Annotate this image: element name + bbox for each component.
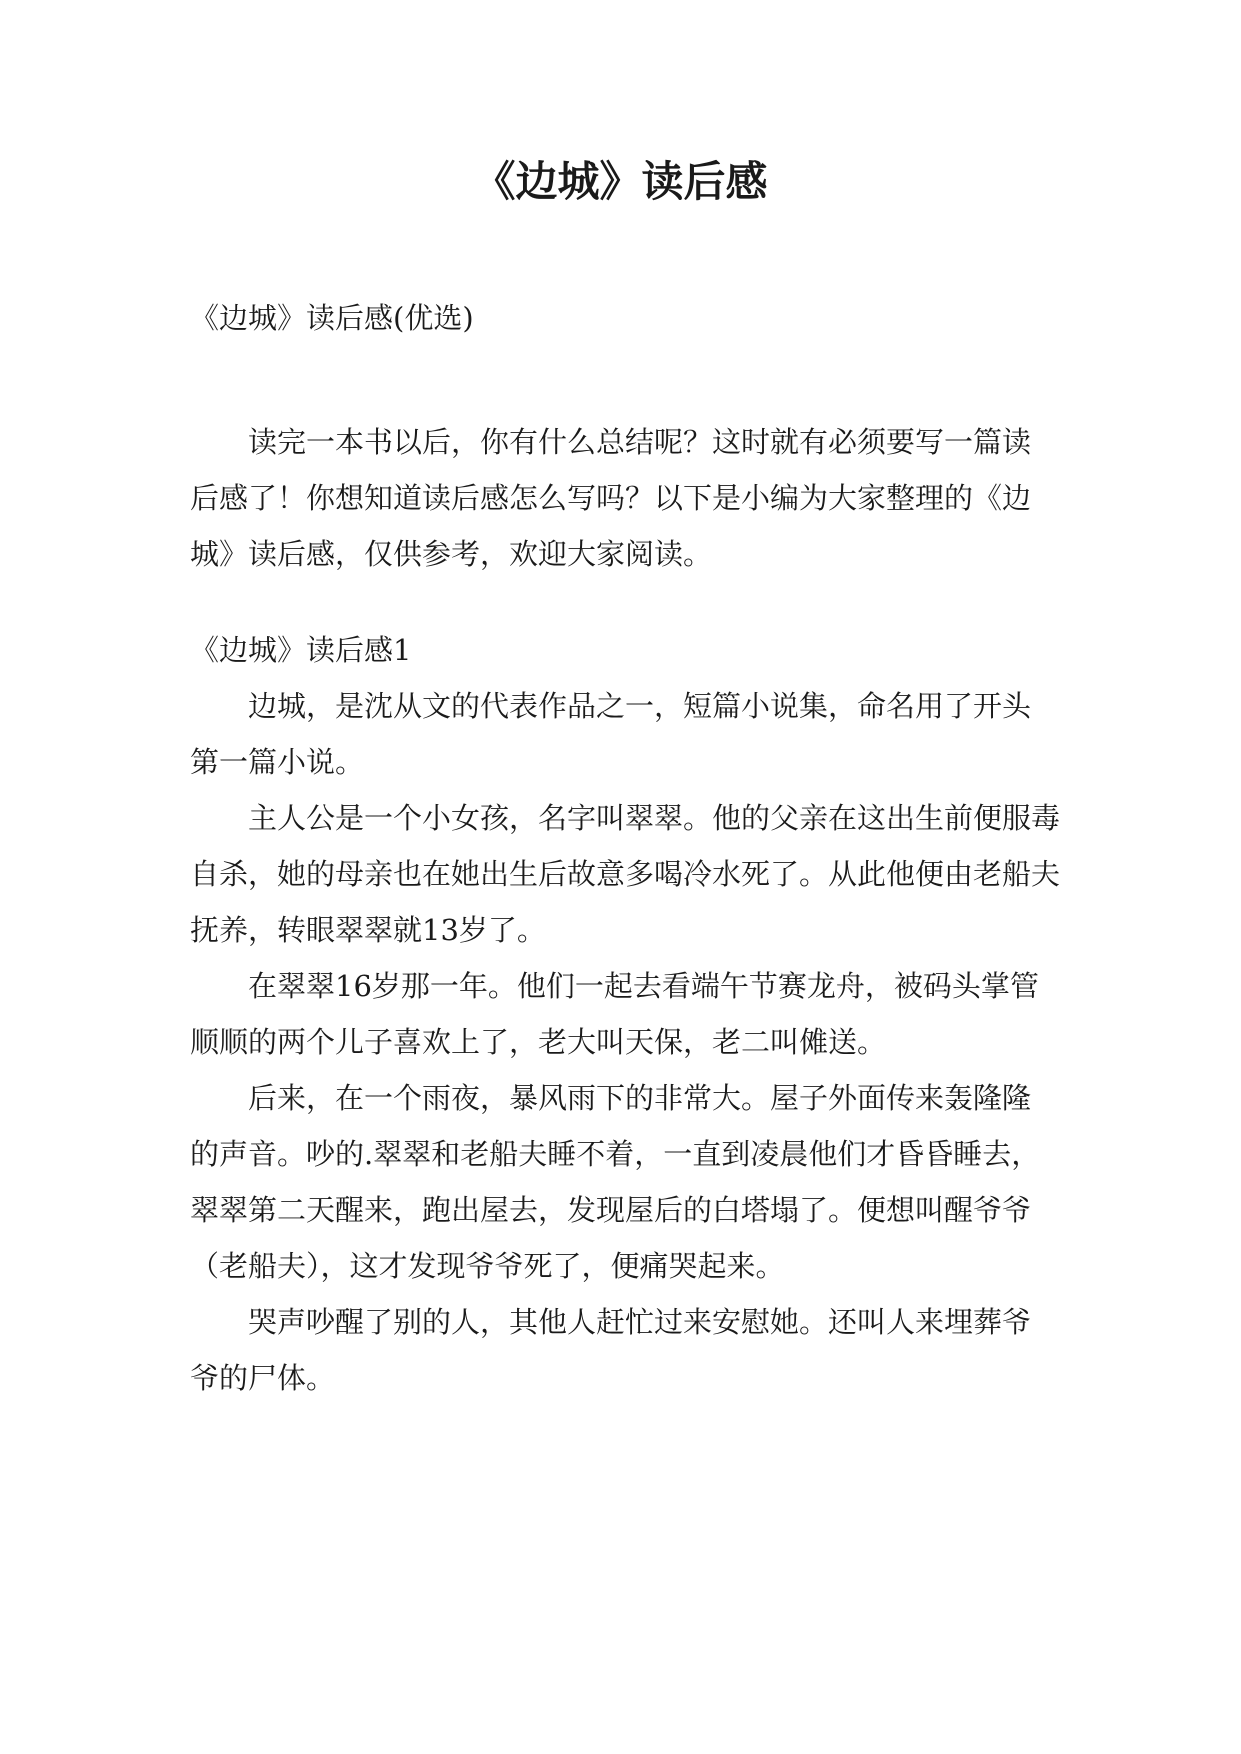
body-paragraph: 后来，在一个雨夜，暴风雨下的非常大。屋子外面传来轰隆隆的声音。吵的.翠翠和老船夫睡不着，一直到凌晨他们才昏昏睡去，翠翠第二天醒来，跑出屋去，发现屋后的白塔塌了。便想叫醒爷爷（老船夫），这才发现爷爷死了，便痛哭起来。	[190, 1081, 1041, 1283]
document-body	[190, 290, 1061, 1406]
intro-paragraph: 读完一本书以后，你有什么总结呢？这时就有必须要写一篇读后感了！你想知道读后感怎么写吗？以下是小编为大家整理的《边城》读后感，仅供参考，欢迎大家阅读。	[190, 425, 1032, 571]
body-paragraph: 在翠翠16岁那一年。他们一起去看端午节赛龙舟，被码头掌管顺顺的两个儿子喜欢上了，老大叫天保，老二叫傩送。	[190, 969, 1039, 1059]
document-title: 《边城》读后感	[473, 157, 768, 206]
body-paragraph: 边城，是沈从文的代表作品之一，短篇小说集，命名用了开头第一篇小说。	[190, 689, 1032, 779]
document-subtitle: 《边城》读后感(优选)	[190, 301, 474, 335]
section-heading: 《边城》读后感1	[190, 633, 412, 667]
body-paragraph: 哭声吵醒了别的人，其他人赶忙过来安慰她。还叫人来埋葬爷爷的尸体。	[190, 1305, 1032, 1395]
body-paragraph: 主人公是一个小女孩，名字叫翠翠。他的父亲在这出生前便服毒自杀，她的母亲也在她出生后故意多喝冷水死了。从此他便由老船夫抚养，转眼翠翠就13岁了。	[190, 801, 1061, 947]
